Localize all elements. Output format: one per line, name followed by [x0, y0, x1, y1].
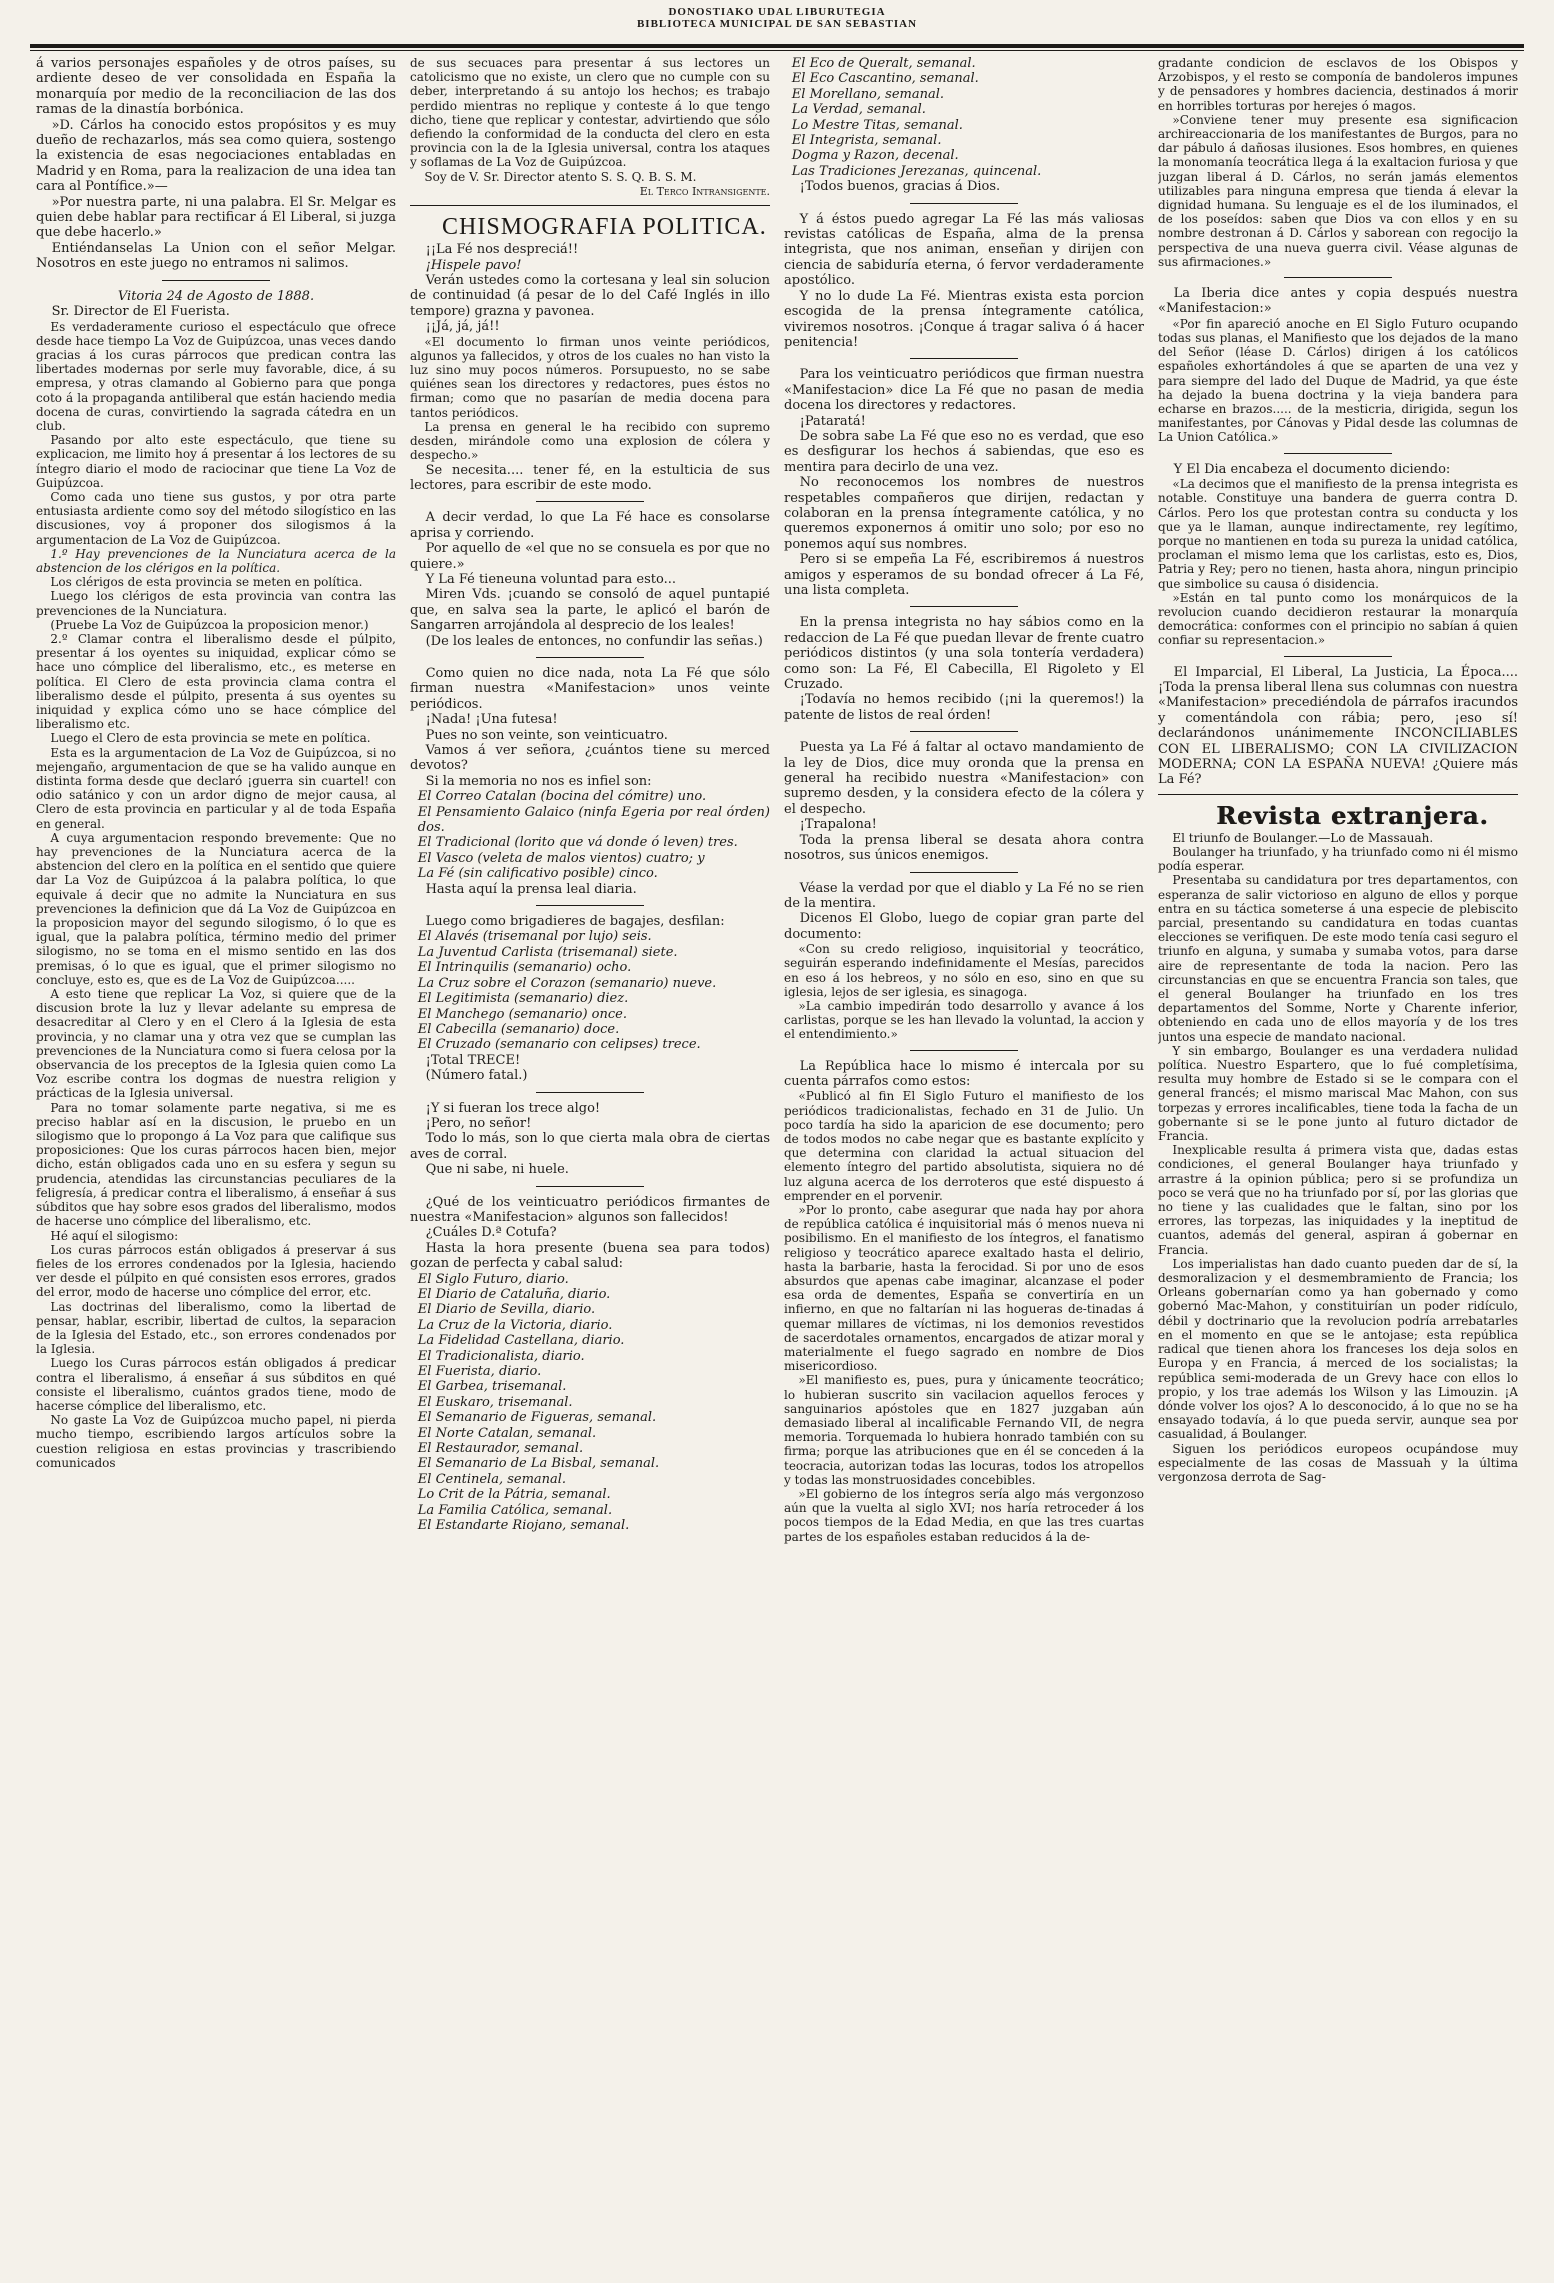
paragraph: ¡Y si fueran los trece algo! — [425, 1100, 601, 1116]
list-item: El Garbea, trisemanal. — [417, 1379, 567, 1395]
paragraph: Todo lo más, son lo que cierta mala obra de ciertas aves de corral. — [410, 1131, 770, 1162]
list-item: El Diario de Cataluña, diario. — [417, 1287, 611, 1302]
signoff: Soy de V. Sr. Director atento S. S. Q. B. S. M. — [424, 169, 697, 184]
paragraph: ¡Nada! ¡Una futesa! — [425, 712, 558, 728]
paragraph: (Número fatal.) — [425, 1068, 528, 1084]
paragraph: ¡Total TRECE! — [425, 1052, 521, 1068]
paragraph: Que ni sabe, ni huele. — [425, 1162, 569, 1178]
list-item: El Siglo Futuro, diario. — [417, 1271, 569, 1287]
section-title-chismografia: CHISMOGRAFIA POLITICA. — [442, 214, 767, 241]
list-item: La Fidelidad Castellana, diario. — [417, 1333, 625, 1349]
list-item: El Semanario de Figueras, semanal. — [417, 1410, 657, 1426]
list-item: Dogma y Razon, decenal. — [791, 148, 959, 164]
quote: »La cambio impedirán todo desarrollo y avance á los carlistas, porque se les han llevado la voluntad, la accion y el entendimiento.» — [784, 998, 1144, 1042]
paragraph: Los imperialistas han dado cuanto pueden dar de sí, la desmoralizacion y el desmembramiento de Francia; los Orleans gobernarían como ya han gobernado y como gobernó Mac-Mahon, y constituirían un poder ridículo, débil y doctrinario que la revolucion podría arrebatarles en el momento en que se le antojase; esta república radical que tienen ahora los franceses los deja solos en Europa y en Francia, á merced de los socialistas; la república semi-moderada de un Grevy hace con ellos lo propio, y los trae además los Wilson y las Limouzin. ¡A dónde volver los ojos? A lo desconocido, á lo que no se ha ensayado todavía, á lo que pueda servir, aunque sea por casualidad, á Boulanger. — [1158, 1256, 1518, 1442]
paragraph: Y El Dia encabeza el documento diciendo: — [1173, 461, 1451, 477]
signature: El Terco Intransigente. — [639, 184, 770, 198]
section-title-revista-extranjera: Revista extranjera. — [1216, 800, 1489, 830]
list-item: El Fuerista, diario. — [417, 1364, 542, 1380]
separator — [910, 872, 1018, 873]
paragraph: Pasando por alto este espectáculo, que tiene su explicacion, me limito hoy á presentar á los lectores de su íntegro diario el modo de raciocinar que tiene La Voz de Guipúzcoa. — [36, 433, 396, 490]
separator — [1158, 794, 1518, 795]
paragraph: 1.º Hay prevenciones de la Nunciatura acerca de la abstencion de los clérigos en la política. — [36, 546, 396, 575]
column-4 — [1158, 56, 1518, 2271]
quote: «Publicó al fin El Siglo Futuro el manifiesto de los periódicos tradicionalistas, fechado en 31 de Julio. Un poco tardía ha sido la aparicion de ese documento; pero de todos modos no cabe negar que es bastante explícito y que determina con claridad la actual situacion del elemento íntegro del partido absolutista, siquiera no dé luz alguna acerca de los derroteros que esté dispuesto á emprender en el porvenir. — [784, 1089, 1144, 1203]
list-item: La Cruz de la Victoria, diario. — [417, 1317, 613, 1333]
paragraph: Esta es la argumentacion de La Voz de Guipúzcoa, si no mejengaño, argumentacion de que se ha valido aunque en distinta forma desde que declaró ¡guerra sin cuartel! con odio satánico y con un ardor digno de mejor causa, al Clero de esta provincia en particular y al de toda España en general. — [36, 745, 396, 831]
quote: «La decimos que el manifiesto de la prensa integrista es notable. Constituye una bandera de guerra contra D. Cárlos. Pero los que protestan contra su conducta y los que ya le llaman, aunque indirectamente, rey legítimo, porque no mantienen en toda su pureza la unidad católica, proclaman el mismo lema que los carlistas, esto es, Dios, Patria y Rey; pero no tienen, hasta ahora, ningun principio que simbolice su causa ó disidencia. — [1158, 477, 1518, 591]
paragraph: No gaste La Voz de Guipúzcoa mucho papel, ni pierda mucho tiempo, escribiendo largos artículos sobre la cuestion religiosa en estas provincias y trascribiendo comunicados — [36, 1413, 396, 1470]
list-item: El Alavés (trisemanal por lujo) seis. — [417, 929, 652, 945]
paragraph: Pues no son veinte, son veinticuatro. — [425, 727, 668, 743]
separator — [1284, 453, 1392, 454]
library-header-line-2: BIBLIOTECA MUNICIPAL DE SAN SEBASTIAN — [636, 18, 918, 30]
paragraph: ¡¡La Fé nos despreciá!! — [425, 242, 579, 258]
paragraph: Siguen los periódicos europeos ocupándose muy especialmente de las cosas de Massuah y la última vergonzosa derrota de Sag- — [1158, 1441, 1518, 1484]
list-item: La Cruz sobre el Corazon (semanario) nueve. — [417, 975, 717, 991]
library-header — [30, 0, 1524, 38]
paragraph: Las doctrinas del liberalismo, como la libertad de pensar, hablar, escribir, libertad de cultos, la separacion de la Iglesia del Estado, etc., son errores condenados por la Iglesia. — [36, 1299, 396, 1357]
paragraph: Boulanger ha triunfado, y ha triunfado como ni él mismo podía esperar. — [1158, 844, 1518, 874]
paragraph: Para no tomar solamente parte negativa, si me es preciso hablar así en la discusion, le pruebo en un silogismo que lo propongo á La Voz para que califique sus proposiciones: Que los curas párrocos hacen bien, mejor dicho, están obligados cada uno en su esfera y segun su prudencia, atendidas las circunstancias peculiares de la feligresía, á predicar contra el liberalismo, á enseñar á sus súbditos que hay sobre esos grados del liberalismo, modos de hacerse uno cómplice del liberalismo, etc. — [36, 1100, 396, 1229]
paragraph: El Imparcial, El Liberal, La Justicia, La Época.... ¡Toda la prensa liberal llena sus columnas con nuestra «Manifestacion» precediéndola de párrafos iracundos y comentándola con rábia; pero, ¡eso sí! declarándonos unánimemente INCONCILIABLES CON EL LIBERALISMO; CON LA CIVILIZACION MODERNA; CON LA ESPAÑA NUEVA! ¿Quiere más La Fé? — [1158, 664, 1518, 788]
paragraph: Luego los Curas párrocos están obligados á predicar contra el liberalismo, á enseñar á sus súbditos en qué consiste el liberalismo, cuántos grados tiene, modo de hacerse cómplice del liberalismo, etc. — [36, 1356, 396, 1413]
paragraph: Luego los clérigos de esta provincia van contra las prevenciones de la Nunciatura. — [36, 589, 396, 618]
paragraph: Verán ustedes como la cortesana y leal sin solucion de continuidad (á pesar de lo del Café Inglés in illo tempore) grazna y pavonea. — [410, 273, 770, 319]
paragraph: ¡Pataratá! — [799, 413, 866, 429]
paragraph: Y sin embargo, Boulanger es una verdadera nulidad política. Nuestro Espartero, que lo fué completísima, resulta muy hombre de Estado si se le compara con el general francés; el mismo mariscal Mac Mahon, con sus torpezas y errores incalificables, tiene toda la facha de un gobernante si se le pone junto al futuro dictador de Francia. — [1158, 1043, 1518, 1144]
paragraph: »Por nuestra parte, ni una palabra. El Sr. Melgar es quien debe hablar para rectificar á El Liberal, si juzga que debe hacerlo.» — [36, 194, 396, 241]
separator — [410, 205, 770, 206]
library-header-line-1: DONOSTIAKO UDAL LIBURUTEGIA — [668, 6, 886, 18]
list-item: Lo Mestre Titas, semanal. — [791, 117, 963, 133]
paragraph: Y á éstos puedo agregar La Fé las más valiosas revistas católicas de España, alma de la prensa integrista, que nos animan, enseñan y dirijen con ciencia de sabiduría eterna, ó fervor verdaderamente apostólico. — [784, 211, 1144, 289]
paragraph: Luego el Clero de esta provincia se mete en política. — [50, 731, 371, 746]
paragraph: No reconocemos los nombres de nuestros respetables compañeros que dirijen, redactan y colaboran en la prensa íntegramente católica, y no queremos exponernos á omitir uno solo; por eso no ponemos aquí sus nombres. — [784, 475, 1144, 552]
list-item: El Tradicional (lorito que vá donde ó leven) tres. — [417, 835, 738, 851]
paragraph: A cuya argumentacion respondo brevemente: Que no hay prevenciones de la Nunciatura acerca de la abstencion del clero en la política en el sentido que quiere dar La Voz de Guipúzcoa á la palabra política, lo que equivale á decir que no admite la Nunciatura en sus prevenciones la definicion que dá La Voz de Guipúzcoa en la proposicion mayor del segundo silogismo, ó lo que es igual, que la palabra política, término medio del primer silogismo, no se toma en el mismo sentido en las dos premisas, ó lo que es igual, que el primer silogismo no concluye, esto es, que es de La Voz de Guipúzcoa..... — [36, 830, 396, 987]
list-item: El Euskaro, trisemanal. — [417, 1394, 573, 1410]
paragraph: Inexplicable resulta á primera vista que, dadas estas condiciones, el general Boulanger haya triunfado y arrastre á la opinion pública; pero si se profundiza un poco se verá que no ha triunfado por sí, por las glorias que no tiene y las cualidades que le faltan, sino por los errores, las torpezas, las iniquidades y la ineptitud de cuantos, además del general, aspiran á gobernar en Francia. — [1158, 1143, 1518, 1257]
paragraph: 2.º Clamar contra el liberalismo desde el púlpito, presentar á los oyentes su iniquidad, explicar cómo se hace uno cómplice del liberalismo, etc., es meterse en política. El Clero de esta provincia clama contra el liberalismo desde el púlpito, presenta á sus oyentes su iniquidad y explica cómo uno se hace cómplice del liberalismo etc. — [36, 631, 396, 732]
paragraph: Miren Vds. ¡cuando se consoló de aquel puntapié que, en salva sea la parte, le aplicó el barón de Sangarren arrojándola al desprecio de los leales! — [410, 587, 770, 634]
article-columns — [36, 56, 1518, 2271]
paragraph: ¡¡Já, já, já!! — [425, 319, 500, 335]
separator — [536, 1186, 644, 1187]
separator — [536, 1092, 644, 1093]
separator — [1284, 277, 1392, 278]
paragraph: Hasta aquí la prensa leal diaria. — [425, 881, 637, 897]
separator — [536, 905, 644, 906]
list-item: La Verdad, semanal. — [791, 102, 926, 118]
list-item: El Estandarte Riojano, semanal. — [417, 1518, 630, 1534]
paragraph: Como quien no dice nada, nota La Fé que sólo firman nuestra «Manifestacion» unos veinte periódicos. — [410, 665, 770, 712]
list-item: El Centinela, semanal. — [417, 1471, 567, 1487]
separator — [536, 657, 644, 658]
paragraph: Si la memoria no nos es infiel son: — [425, 773, 652, 789]
paragraph: De sobra sabe La Fé que eso no es verdad, que eso es desfigurar los hechos á sabiendas, que eso es mentira para decirlo de una vez. — [784, 428, 1144, 475]
separator — [910, 203, 1018, 204]
list-item: El Vasco (veleta de malos vientos) cuatro; y — [417, 850, 705, 866]
list-item: El Cruzado (semanario con celipses) trece. — [417, 1037, 701, 1053]
paragraph: Los clérigos de esta provincia se meten en política. — [50, 575, 363, 590]
list-item: El Intrinquilis (semanario) ocho. — [417, 960, 632, 976]
list-item: El Eco Cascantino, semanal. — [791, 71, 979, 87]
list-item: Las Tradiciones Jerezanas, quincenal. — [791, 163, 1042, 179]
header-rule-thick — [30, 44, 1524, 48]
paragraph: Toda la prensa liberal se desata ahora contra nosotros, sus únicos enemigos. — [784, 832, 1144, 864]
paragraph: Puesta ya La Fé á faltar al octavo mandamiento de la ley de Dios, dice muy oronda que la prensa en general ha recibido nuestra «Manifestacion» con supremo desden, y la considera efecto de la cólera y el despecho. — [784, 740, 1144, 817]
quote: «El documento lo firman unos veinte periódicos, algunos ya fallecidos, y otros de los cuales no han visto la luz sino muy pocos números. Porsupuesto, no se sabe quiénes sean los directores y redactores, pues éstos no firman; como que no pasarían de media docena para tantos periódicos. — [410, 334, 770, 420]
paragraph: Es verdaderamente curioso el espectáculo que ofrece desde hace tiempo La Voz de Guipúzcoa, unas veces dando gracias á los curas párrocos que predican contra las libertades modernas por serle muy favorable, dice, á su empresa, y otras clamando al Gobierno para que ponga coto á la propaganda antiliberal que están haciendo media docena de curas, convirtiendo la sagrada cátedra en un club. — [36, 319, 396, 433]
paragraph: Véase la verdad por que el diablo y La Fé no se rien de la mentira. — [784, 880, 1144, 911]
quote: »Están en tal punto como los monárquicos de la revolucion cuando decidieron restaurar la monarquía democrática: conformes con el principio no sabían á quien confiar su representacion.» — [1158, 590, 1518, 648]
list-item: El Norte Catalan, semanal. — [417, 1425, 597, 1441]
paragraph: Presentaba su candidatura por tres departamentos, con esperanza de salir victorioso en alguno de ellos y porque entra en su táctica someterse á una especie de plebiscito parcial, presentando su candidatura en todas cuantas elecciones se verifiquen. De este modo tenía casi seguro el triunfo en alguna, y sumaba y sumaba votos, para darse aire de representante de toda la nacion. Pero las circunstancias en que se encuentra Francia son tales, que el general Boulanger ha triunfado en los tres departamentos del Somme, Norte y Charente inferior, obteniendo en cada uno de ellos mayoría y de los tres juntos una especie de mandato nacional. — [1158, 873, 1518, 1044]
paragraph: Hé aquí el silogismo: — [50, 1228, 179, 1243]
column-3 — [784, 56, 1144, 2271]
paragraph: Se necesita.... tener fé, en la estulticia de sus lectores, para escribir de este modo. — [410, 462, 770, 493]
paragraph: »D. Cárlos ha conocido estos propósitos y es muy dueño de rechazarlos, más sea como quiera, sostengo la existencia de esas negociaciones entabladas en Madrid y en Roma, para la realizacion de una idea tan cara al Pontífice.»— — [36, 117, 396, 195]
list-item: El Diario de Sevilla, diario. — [417, 1302, 596, 1318]
paragraph: Entiéndanselas La Union con el señor Melgar. Nosotros en este juego no entramos ni salimos. — [36, 240, 396, 272]
paragraph: Pero si se empeña La Fé, escribiremos á nuestros amigos y esperamos de su bondad ofrecer á La Fé, una lista completa. — [784, 552, 1144, 598]
list-item: El Semanario de La Bisbal, semanal. — [417, 1456, 660, 1472]
header-rule-thin — [30, 50, 1524, 51]
quote: La prensa en general le ha recibido con supremo desden, mirándole como una explosion de cólera y despecho.» — [410, 419, 770, 463]
separator — [536, 501, 644, 502]
separator — [162, 280, 270, 281]
paragraph: A decir verdad, lo que La Fé hace es consolarse aprisa y corriendo. — [410, 510, 770, 541]
paragraph: á varios personajes españoles y de otros países, su ardiente deseo de ver consolidada en España la monarquía por medio de la reconciliacion de las dos ramas de la dinastía borbónica. — [36, 56, 396, 118]
paragraph: Hasta la hora presente (buena sea para todos) gozan de perfecta y cabal salud: — [410, 1240, 770, 1272]
paragraph: ¡Todos buenos, gracias á Dios. — [799, 179, 1001, 195]
paragraph: Los curas párrocos están obligados á preservar á sus fieles de los errores condenados por la Iglesia, haciendo ver desde el púlpito en qué consisten esos errores, grados del error, modo de hacerse uno cómplice del error, etc. — [36, 1242, 396, 1300]
paragraph: Y La Fé tieneuna voluntad para esto... — [425, 571, 676, 587]
salutation: Sr. Director de El Fuerista. — [51, 304, 230, 320]
paragraph: A esto tiene que replicar La Voz, si quiere que de la discusion brote la luz y llevar adelante su empresa de desacreditar al Clero y en el Clero á la Iglesia de esta provincia, y no clamar una y otra vez que se cumplan las prevenciones de la Nunciatura como si fuera celosa por la observancia de los preceptos de la Iglesia quien como La Voz escribe contra los dogmas de nuestra religion y prácticas de la Iglesia universal. — [36, 987, 396, 1101]
separator — [910, 358, 1018, 359]
separator — [910, 606, 1018, 607]
paragraph: Y no lo dude La Fé. Mientras exista esta porcion escogida de la prensa íntegramente católica, viviremos nosotros. ¡Conque á tragar saliva ó á hacer penitencia! — [784, 288, 1144, 350]
list-item: La Familia Católica, semanal. — [417, 1502, 613, 1518]
paragraph: ¡Hispele pavo! — [425, 257, 522, 273]
quote: »El gobierno de los íntegros sería algo más vergonzoso aún que la vuelta al siglo XVI; nos haría retroceder á los pocos tiempos de la Edad Media, en que las tres cuartas partes de los españoles estaban reducidos á la de- — [784, 1487, 1144, 1544]
list-item: El Correo Catalan (bocina del cómitre) uno. — [417, 789, 707, 805]
list-item: Lo Crit de la Pátria, semanal. — [417, 1487, 611, 1503]
quote: gradante condicion de esclavos de los Obispos y Arzobispos, y el resto se componía de bandoleros impunes y de pensadores y hombres daciencia, destinados á morir en horribles torturas por herejes ó magos. — [1158, 56, 1518, 113]
paragraph: La Iberia dice antes y copia después nuestra «Manifestacion:» — [1158, 286, 1518, 317]
separator — [1284, 656, 1392, 657]
dateline: Vitoria 24 de Agosto de 1888. — [117, 288, 315, 304]
list-item: El Integrista, semanal. — [791, 133, 942, 149]
paragraph: Luego como brigadieres de bagajes, desfilan: — [425, 914, 725, 930]
paragraph: Para los veinticuatro periódicos que firman nuestra «Manifestacion» dice La Fé que no pasan de media docena los directores y redactores. — [784, 367, 1144, 414]
list-item: El Eco de Queralt, semanal. — [791, 56, 976, 71]
list-item: El Morellano, semanal. — [791, 86, 945, 102]
column-2 — [410, 56, 770, 2271]
list-item: La Fé (sin calificativo posible) cinco. — [417, 866, 658, 882]
column-1 — [36, 56, 396, 2271]
paragraph: ¿Cuáles D.ª Cotufa? — [425, 1225, 557, 1241]
list-item: El Tradicionalista, diario. — [417, 1348, 585, 1364]
quote: »Por lo pronto, cabe asegurar que nada hay por ahora de república católica é inquisitorial más ó menos nueva ni posibilismo. En el manifiesto de los íntegros, el fanatismo religioso y teocrático aparece exaltado hasta el delirio, hasta la barbarie, hasta la ferocidad. Si por uno de esos absurdos que apenas cabe imaginar, alcanzase el poder esa orda de dementes, España se convertiría en un infierno, en que no faltarían ni las hogueras de-tinadas á quemar millares de víctimas, ni los demonios revestidos de sacerdotales ornamentos, encargados de atizar moral y materialmente el fuego sagrado en nombre de Dios misericordioso. — [784, 1202, 1144, 1374]
paragraph: ¡Trapalona! — [799, 817, 877, 833]
paragraph: ¡Todavía no hemos recibido (¡ni la queremos!) la patente de listos de real órden! — [784, 692, 1144, 723]
paragraph: de sus secuaces para presentar á sus lectores un catolicismo que no existe, un clero que no cumple con su deber, interpretando á su antojo los hechos; es trabajo perdido mientras no replique y conteste á lo que tengo dicho, tiene que replicar y contestar, advirtiendo que sólo defiendo la conformidad de la conducta del clero en esta provincia con la de la Iglesia universal, contra los ataques y soflamas de La Voz de Guipúzcoa. — [410, 56, 770, 170]
paragraph: Dicenos El Globo, luego de copiar gran parte del documento: — [784, 911, 1144, 942]
subtitle: El triunfo de Boulanger.—Lo de Massauah. — [1172, 830, 1434, 845]
list-item: El Cabecilla (semanario) doce. — [417, 1021, 620, 1037]
list-item: El Pensamiento Galaico (ninfa Egeria por real órden) dos. — [417, 804, 770, 836]
list-item: La Juventud Carlista (trisemanal) siete. — [417, 944, 678, 960]
paragraph: La República hace lo mismo é intercala por su cuenta párrafos como estos: — [784, 1058, 1144, 1089]
paragraph: (De los leales de entonces, no confundir las señas.) — [425, 633, 763, 649]
paragraph: Por aquello de «el que no se consuela es por que no quiere.» — [410, 541, 770, 572]
paragraph: ¿Qué de los veinticuatro periódicos firmantes de nuestra «Manifestacion» algunos son fallecidos! — [410, 1194, 770, 1225]
quote: «Por fin apareció anoche en El Siglo Futuro ocupando todas sus planas, el Manifiesto que los dejados de la mano del Señor (léase D. Cárlos) dirigen á los católicos españoles exhortándoles á que se aparten de una vez y para siempre del lado del Duque de Madrid, ya que éste ha dejado la buena doctrina y la vieja bandera para echarse en brazos..... de la mesticria, dirigida, segun los manifestantes, por Cánovas y Pidal desde las columnas de La Union Católica.» — [1158, 316, 1518, 445]
list-item: El Manchego (semanario) once. — [417, 1006, 627, 1022]
list-item: El Restaurador, semanal. — [417, 1441, 584, 1457]
list-item: El Legitimista (semanario) diez. — [417, 991, 629, 1007]
paragraph: ¡Pero, no señor! — [425, 1115, 532, 1131]
quote: »El manifiesto es, pues, pura y únicamente teocrático; lo hubieran suscrito sin vacilacion aquellos feroces y sanguinarios apóstoles que en 1827 juzgaban aún demasiado liberal al incalificable Fernando VII, de negra memoria. Torquemada lo hubiera honrado también con su firma; porque las atribuciones que en él se conceden á la teocracia, autorizan todas las locuras, todos los atropellos y todas las monstruosidades concebibles. — [784, 1373, 1144, 1487]
separator — [910, 731, 1018, 732]
separator — [910, 1050, 1018, 1051]
quote: «Con su credo religioso, inquisitorial y teocrático, seguirán esperando indefinidamente el Mesías, parecidos en eso á los hebreos, y no sólo en eso, sino en que su iglesia, lejos de ser iglesia, es sinagoga. — [784, 942, 1144, 999]
paragraph: Vamos á ver señora, ¿cuántos tiene su merced devotos? — [410, 743, 770, 774]
paragraph: (Pruebe La Voz de Guipúzcoa la proposicion menor.) — [50, 617, 369, 632]
quote: »Conviene tener muy presente esa significacion archireaccionaria de los manifestantes de Burgos, para no dar pábulo á dañosas ilusiones. Esos hombres, en quienes la monomanía teocrática llega á la exaltacion furiosa y que juzgan liberal á D. Cárlos, no serán jamás elementos utilizables para ninguna empresa que tienda á elevar la dignidad humana. Su lenguaje es el de los iluminados, el de los poseídos: saben que Dios va con ellos y en su nombre destronan á D. Cárlos y saborean con regocijo la perspectiva de una nueva guerra civil. Véase algunas de sus afirmaciones.» — [1158, 112, 1518, 269]
paragraph: Como cada uno tiene sus gustos, y por otra parte entusiasta ardiente como soy del método silogístico en las discusiones, voy á proponer dos silogismos á la argumentacion de La Voz de Guipúzcoa. — [36, 489, 396, 547]
paragraph: En la prensa integrista no hay sábios como en la redaccion de La Fé que puedan llevar de frente cuatro periódicos distintos (y una sola tontería verdadera) como son: La Fé, El Cabecilla, El Rigoleto y El Cruzado. — [784, 615, 1144, 693]
